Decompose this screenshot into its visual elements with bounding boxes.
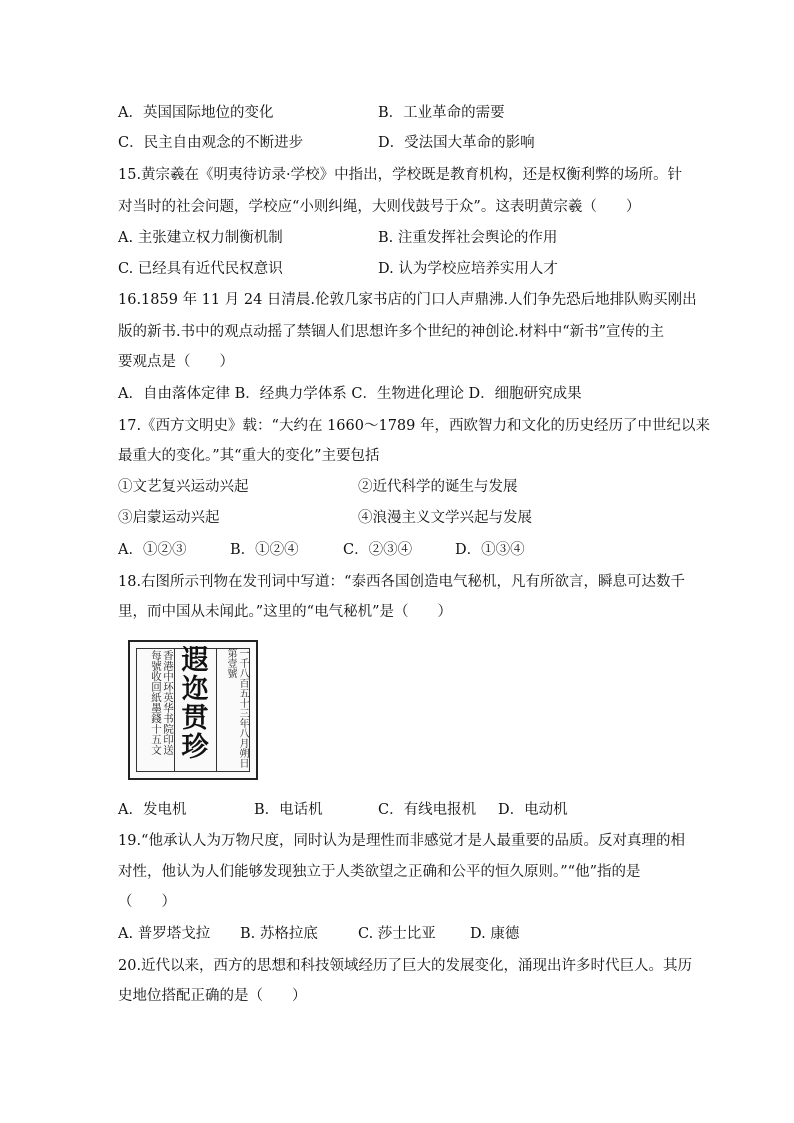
q19-stem-line1: 19.“他承认人为万物尺度，同时认为是理性而非感觉才是人最重要的品质。反对真理的相: [118, 833, 685, 849]
q19-stem-line3: （ ）: [118, 894, 176, 910]
q19-stem-line2: 对性，他认为人们能够发现独立于人类欲望之正确和公平的恒久原则。”“他”指的是: [118, 864, 641, 880]
q17-option-c: C．②③④: [343, 542, 413, 558]
q16-options: A．自由落体定律 B．经典力学体系 C．生物进化理论 D．细胞研究成果: [118, 386, 582, 402]
q14-option-a: A．英国国际地位的变化: [118, 105, 274, 121]
q16-stem-line3: 要观点是（ ）: [118, 354, 234, 370]
q18-option-d: D．电动机: [498, 802, 568, 818]
q19-option-b: B. 苏格拉底: [240, 926, 318, 942]
q14-option-b: B．工业革命的需要: [378, 105, 505, 121]
q19-option-d: D. 康德: [470, 926, 520, 942]
q15-option-c: C. 已经具有近代民权意识: [118, 261, 283, 277]
q18-stem-line2: 里，而中国从未闻此。”这里的“电气秘机”是（ ）: [118, 604, 452, 620]
q17-option-b: B．①②④: [230, 542, 299, 558]
q15-stem-line1: 15.黄宗羲在《明夷待访录·学校》中指出，学校既是教育机构，还是权衡利弊的场所。针: [118, 167, 683, 183]
q15-stem-line2: 对当时的社会问题，学校应“小则纠绳，大则伐鼓号于众”。这表明黄宗羲（ ）: [118, 199, 641, 215]
q15-option-b: B. 注重发挥社会舆论的作用: [378, 230, 558, 246]
q18-option-c: C．有线电报机: [378, 802, 477, 818]
q16-stem-line1: 16.1859 年 11 月 24 日清晨.伦敦几家书店的门口人声鼎沸.人们争先恐后地排队购买刚出: [118, 292, 697, 308]
q17-option-d: D．①③④: [455, 542, 525, 558]
q18-stem-line1: 18.右图所示刊物在发刊词中写道：“泰西各国创造电气秘机，凡有所欲言，瞬息可达数千: [118, 574, 685, 590]
journal-cover-image: [128, 640, 258, 780]
q18-option-b: B．电话机: [254, 802, 323, 818]
q17-option-a: A．①②③: [118, 542, 187, 558]
q17-item-4: ④浪漫主义文学兴起与发展: [358, 510, 532, 526]
q20-stem-line1: 20.近代以来，西方的思想和科技领域经历了巨大的发展变化，涌现出许多时代巨人。其历: [118, 958, 693, 974]
q18-option-a: A．发电机: [118, 802, 187, 818]
q14-option-c: C．民主自由观念的不断进步: [118, 135, 304, 151]
q15-option-a: A. 主张建立权力制衡机制: [118, 230, 283, 246]
journal-publisher-text: 香港中环英华书院印送 每號收回紙墨錢十五文: [150, 650, 174, 755]
q19-option-c: C. 莎士比亚: [358, 926, 436, 942]
q17-item-2: ②近代科学的诞生与发展: [358, 479, 518, 495]
journal-date-text: 一千八百五十三年八月朔日 第壹號: [225, 648, 248, 768]
q17-item-3: ③启蒙运动兴起: [118, 510, 220, 526]
q20-stem-line2: 史地位搭配正确的是（ ）: [118, 988, 307, 1004]
q17-stem-line2: 最重大的变化。”其“重大的变化”主要包括: [118, 448, 380, 464]
q15-option-d: D. 认为学校应培养实用人才: [378, 261, 558, 277]
journal-title: 遐迩贯珍: [181, 646, 209, 763]
q17-stem-line1: 17.《西方文明史》载：“大约在 1660～1789 年，西欧智力和文化的历史经历了中世纪以来: [118, 418, 710, 434]
q14-option-d: D．受法国大革命的影响: [378, 135, 535, 151]
q17-item-1: ①文艺复兴运动兴起: [118, 479, 249, 495]
q16-stem-line2: 版的新书.书中的观点动摇了禁锢人们思想许多个世纪的神创论.材料中“新书”宣传的主: [118, 324, 665, 340]
q19-option-a: A. 普罗塔戈拉: [118, 926, 211, 942]
